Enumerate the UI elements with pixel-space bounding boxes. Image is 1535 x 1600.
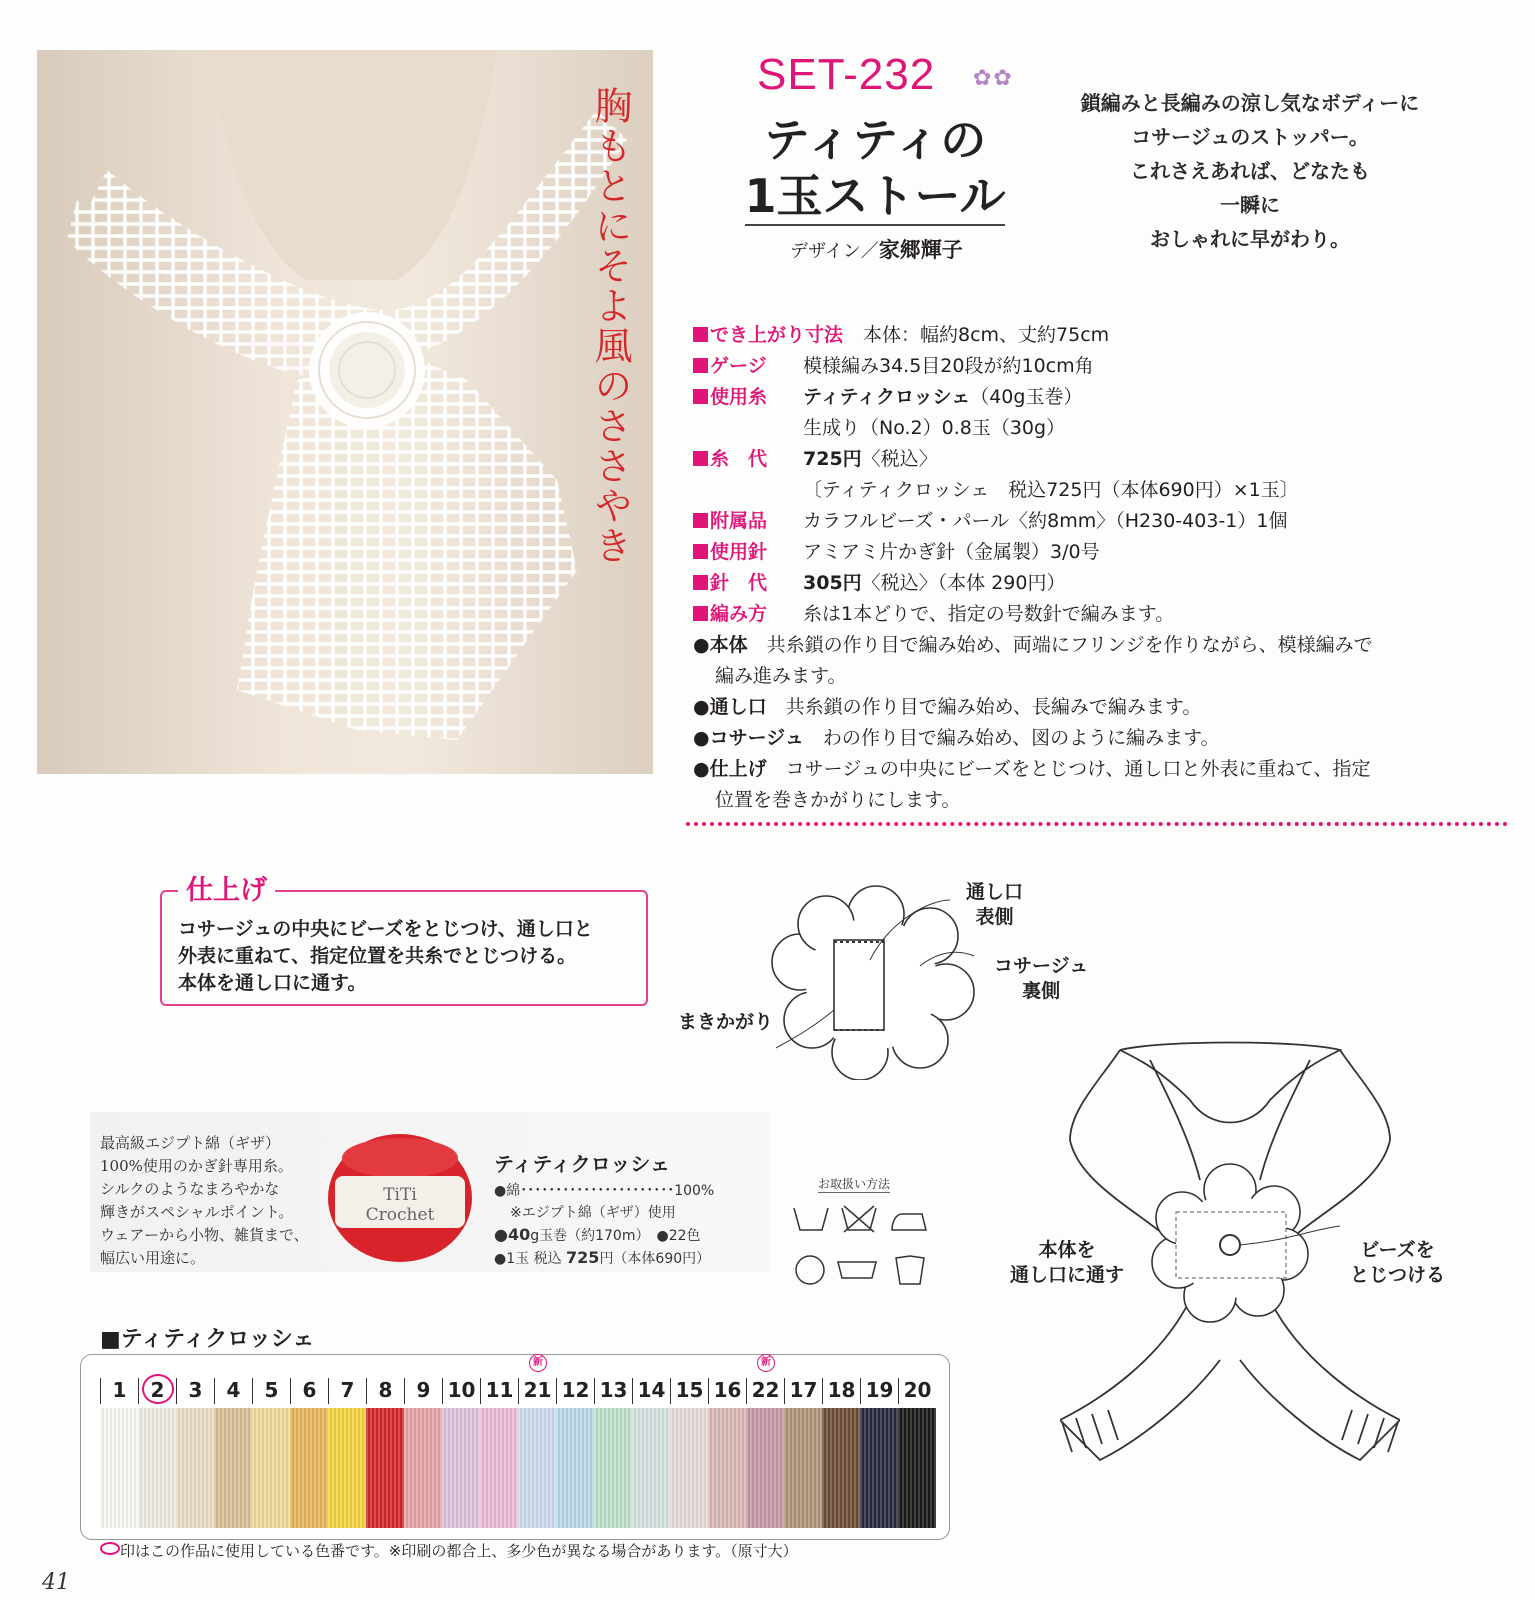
spec-value: ティティクロッシェ（40g玉巻） [803, 386, 1083, 408]
spec-key: 糸 代 [693, 444, 803, 475]
color-swatch [860, 1408, 898, 1528]
color-swatch [556, 1408, 594, 1528]
finish-text: コサージュの中央にビーズをとじつけ、通し口と 外表に重ねて、指定位置を共糸でとじつける。 本体を通し口に通す。 [178, 918, 593, 994]
product-description: 最高級エジプト綿（ギザ） 100%使用のかぎ針専用糸。 シルクのようなまろやかな 輝きがスペシャルポイント。 ウェアーから小物、雑貨まで、 幅広い用途に。 [100, 1134, 309, 1267]
finish-title: 仕上げ [178, 868, 275, 907]
color-swatch [822, 1408, 860, 1528]
spec-row [693, 382, 1508, 413]
product-photo [37, 50, 653, 774]
no-bleach-icon [842, 1206, 876, 1232]
color-number: 1 [100, 1378, 138, 1404]
photo-tagline: 胸もとにそよ風のささやき [588, 86, 632, 566]
flat-dry-icon [896, 1256, 924, 1284]
color-number: 20 [898, 1378, 936, 1404]
step-item: ●仕上げ コサージュの中央にビーズをとじつけ、通し口と外表に重ねて、指定 位置を巻きかがりにします。 [693, 758, 1371, 811]
spec-key: 使用糸 [693, 382, 803, 413]
intro-line: これさえあれば、どなたも [1130, 159, 1370, 183]
iron-icon [892, 1214, 926, 1230]
intro-line: おしゃれに早がわり。 [1150, 227, 1350, 251]
dry-clean-icon [796, 1256, 824, 1284]
spec-key: 針 代 [693, 568, 803, 599]
color-number: 8 [366, 1378, 404, 1404]
difficulty-stars: ✿✿ [973, 66, 1014, 91]
step-item: ●通し口 共糸鎖の作り目で編み始め、長編みで編みます。 [693, 696, 1202, 718]
intro-line: 一瞬に [1220, 193, 1280, 217]
spec-row [693, 320, 1508, 351]
spec-value: 305円〈税込〉（本体 290円） [803, 572, 1066, 594]
label-tube: 通し口 表側 [966, 881, 1024, 928]
color-swatch [290, 1408, 328, 1528]
selected-color-ring [142, 1374, 174, 1404]
spec-row [693, 351, 1508, 382]
color-swatch [784, 1408, 822, 1528]
spec-value: 〔ティティクロッシェ 税込725円（本体690円）×1玉〕 [803, 479, 1299, 501]
color-swatch [366, 1408, 404, 1528]
color-swatch [138, 1408, 176, 1528]
set-code: SET-232 [757, 50, 936, 99]
color-number: 13 [594, 1378, 632, 1404]
wring-icon [838, 1262, 876, 1278]
designer-label: デザイン／ [790, 241, 879, 262]
new-color-badge: 新 [529, 1354, 547, 1372]
color-swatch [518, 1408, 556, 1528]
designer-credit [790, 234, 963, 264]
hand-wash-icon [794, 1208, 828, 1230]
color-swatch [708, 1408, 746, 1528]
color-number-row [100, 1357, 936, 1404]
color-swatch [404, 1408, 442, 1528]
label-body: 本体を 通し口に通す [1010, 1239, 1125, 1286]
new-color-badge: 新 [757, 1354, 775, 1372]
color-chart-note: 印はこの作品に使用している色番です。※印刷の都合上、多少色が異なる場合があります。（原寸大） [100, 1540, 798, 1561]
product-name: ティティクロッシェ [494, 1152, 670, 1176]
color-swatch [632, 1408, 670, 1528]
title-divider [745, 224, 1005, 226]
spec-row [693, 568, 1508, 599]
step-item: ●コサージュ わの作り目で編み始め、図のように編みます。 [693, 727, 1220, 749]
spec-key: でき上がり寸法 [693, 320, 863, 351]
color-number: 5 [252, 1378, 290, 1404]
color-number: 7 [328, 1378, 366, 1404]
intro-line: 鎖編みと長編みの涼し気なボディーに [1080, 91, 1420, 115]
color-swatch [100, 1408, 138, 1528]
color-number: 22 新 [746, 1378, 784, 1404]
scarf-diagram [1060, 1040, 1400, 1560]
color-number: 16 [708, 1378, 746, 1404]
intro-text [1080, 86, 1420, 256]
title-line-2: 1玉ストール [744, 169, 1006, 223]
yarn-ball-image [325, 1128, 475, 1268]
color-swatch [176, 1408, 214, 1528]
color-swatch [480, 1408, 518, 1528]
spec-value: 本体：幅約8cm、丈約75cm [863, 324, 1110, 346]
care-title: お取扱い方法 [818, 1177, 891, 1191]
spec-value: アミアミ片かぎ針（金属製）3/0号 [803, 541, 1100, 563]
spec-value: カラフルビーズ・パール〈約8mm〉（H230-403-1）1個 [803, 510, 1288, 532]
product-specs: ●綿･･････････････････････100% ※エジプト綿（ギザ）使用 ●40g玉巻（約170m） ●22色 ●1玉 税込 725円（本体690円） [494, 1183, 715, 1267]
spec-value: 725円〈税込〉 [803, 448, 938, 470]
color-swatch [214, 1408, 252, 1528]
spec-row [693, 413, 1508, 444]
color-number: 11 [480, 1378, 518, 1404]
color-swatch [746, 1408, 784, 1528]
swatch-row [100, 1408, 936, 1528]
spec-row [693, 537, 1508, 568]
spec-row [693, 475, 1508, 506]
spec-value: 生成り（No.2）0.8玉（30g） [803, 417, 1066, 439]
color-swatch [442, 1408, 480, 1528]
intro-line: コサージュのストッパー。 [1131, 125, 1369, 149]
spec-row [693, 444, 1508, 475]
label-whip: まきかがり [678, 1011, 774, 1033]
care-symbols [792, 1200, 932, 1300]
spec-key: 編み方 [693, 599, 803, 630]
section-divider [686, 822, 1508, 826]
label-corsage: コサージュ 裏側 [994, 955, 1089, 1002]
color-swatch [328, 1408, 366, 1528]
color-swatch [898, 1408, 936, 1528]
step-item: ●本体 共糸鎖の作り目で編み始め、両端にフリンジを作りながら、模様編みで 編み進みます。 [693, 634, 1373, 687]
spec-value: 糸は1本どりで、指定の号数針で編みます。 [803, 603, 1175, 625]
spec-value: 模様編み34.5目20段が約10cm角 [803, 355, 1094, 377]
color-number: 6 [290, 1378, 328, 1404]
page-title [740, 112, 1010, 224]
color-number: 18 [822, 1378, 860, 1404]
color-number: 19 [860, 1378, 898, 1404]
title-line-1: ティティの [763, 113, 987, 167]
yarn-label-1: TiTi [383, 1185, 417, 1205]
label-bead: ビーズを とじつける [1350, 1239, 1446, 1286]
color-number: 17 [784, 1378, 822, 1404]
color-number: 14 [632, 1378, 670, 1404]
spec-row [693, 599, 1508, 630]
color-chart-title: ■ティティクロッシェ [100, 1327, 315, 1352]
color-number: 10 [442, 1378, 480, 1404]
color-swatch [670, 1408, 708, 1528]
color-number: 2 [138, 1378, 176, 1404]
color-number: 12 [556, 1378, 594, 1404]
color-number: 3 [176, 1378, 214, 1404]
yarn-label-2: Crochet [365, 1205, 435, 1225]
color-swatch [594, 1408, 632, 1528]
color-swatch [252, 1408, 290, 1528]
page-number: 41 [42, 1570, 70, 1595]
spec-key: ゲージ [693, 351, 803, 382]
scarf-illustration [37, 50, 653, 774]
spec-key: 使用針 [693, 537, 803, 568]
spec-row [693, 506, 1508, 537]
color-number: 15 [670, 1378, 708, 1404]
color-number: 9 [404, 1378, 442, 1404]
color-number: 4 [214, 1378, 252, 1404]
spec-list [693, 320, 1508, 816]
designer-name: 家郷輝子 [878, 238, 963, 262]
corsage-diagram [770, 880, 990, 1080]
spec-key: 附属品 [693, 506, 803, 537]
color-number: 21 新 [518, 1378, 556, 1404]
